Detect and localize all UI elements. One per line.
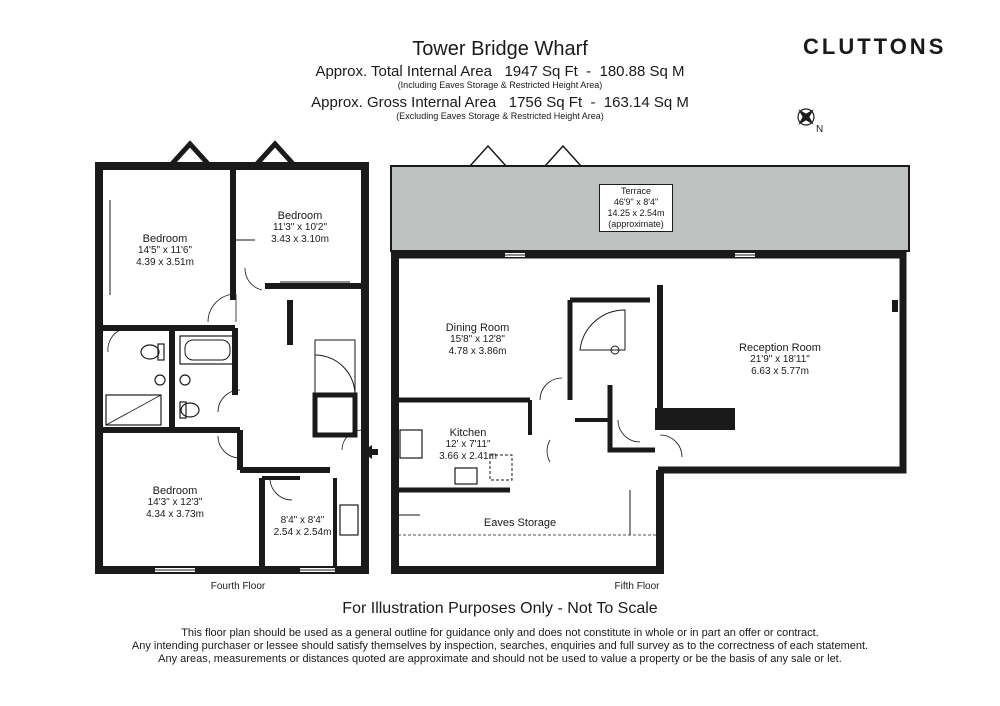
- plan-title: Tower Bridge Wharf: [412, 38, 588, 60]
- room-label-dining: Dining Room 15'8" x 12'8" 4.78 x 3.86m: [445, 322, 510, 357]
- compass-label: N: [816, 124, 824, 135]
- room-label-study: 8'4" x 8'4" 2.54 x 2.54m: [273, 515, 332, 538]
- disclaimer-line-1: This floor plan should be used as a general outline for guidance only and does not constitute in whole or in part an offer or contract.: [181, 627, 819, 639]
- room-label-eaves: Eaves Storage: [483, 517, 557, 529]
- brand-logo: CLUTTONS: [803, 34, 947, 59]
- floor-label-fifth: Fifth Floor: [614, 581, 660, 592]
- room-label-kitchen: Kitchen 12' x 7'11" 3.66 x 2.41m: [439, 427, 497, 462]
- floor-label-fourth: Fourth Floor: [210, 581, 266, 592]
- illustration-note: For Illustration Purposes Only - Not To Scale: [342, 600, 658, 617]
- total-area-note: (Including Eaves Storage & Restricted Height Area): [397, 80, 603, 90]
- disclaimer-line-3: Any areas, measurements or distances quoted are approximate and should not be used to value a property or be the basis of any sale or let.: [158, 653, 842, 665]
- total-area: Approx. Total Internal Area 1947 Sq Ft - 180.88 Sq M: [315, 63, 685, 80]
- room-label-bedroom-3: Bedroom 14'3" x 12'3" 4.34 x 3.73m: [146, 485, 204, 520]
- gross-area-note: (Excluding Eaves Storage & Restricted Height Area): [396, 111, 604, 121]
- compass-icon: [790, 101, 821, 132]
- room-label-reception: Reception Room 21'9" x 18'11" 6.63 x 5.77m: [739, 342, 821, 377]
- room-label-terrace: Terrace 46'9" x 8'4" 14.25 x 2.54m (approximate): [599, 184, 673, 232]
- disclaimer-line-2: Any intending purchaser or lessee should satisfy themselves by inspection, searches, enquiries and full survey as to the correctness of each statement.: [131, 640, 869, 652]
- room-label-bedroom-2: Bedroom 11'3" x 10'2" 3.43 x 3.10m: [271, 210, 329, 245]
- room-label-bedroom-1: Bedroom 14'5" x 11'6" 4.39 x 3.51m: [136, 233, 194, 268]
- gross-area: Approx. Gross Internal Area 1756 Sq Ft - 163.14 Sq M: [311, 94, 689, 111]
